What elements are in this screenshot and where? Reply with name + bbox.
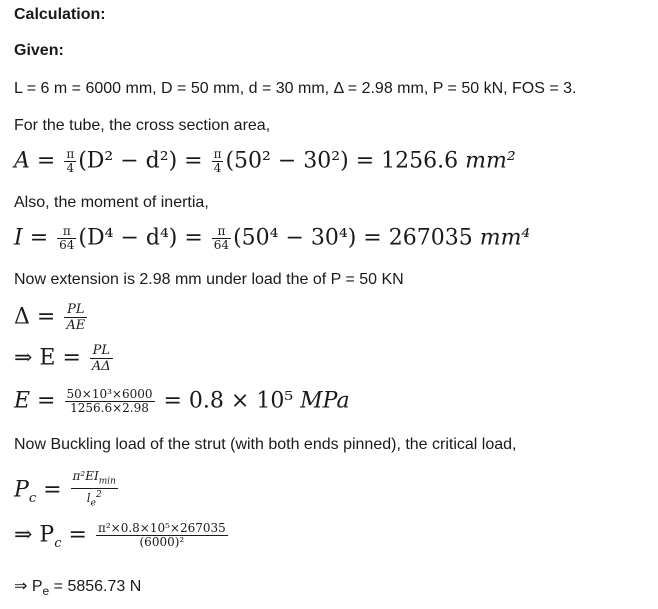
e-equation-1 [14,343,115,374]
delta-lhs: Δ = [14,304,56,330]
pi-over-4: $\frac{\pi}{4}$ [66,147,75,175]
pc1-fraction: $\frac{\pi^2EI_{min}}{l_e^2}$ [72,469,116,509]
inertia-symbolic: (D⁴ − d⁴) [78,225,178,251]
e2-unit: MPa [300,388,350,414]
area-symbolic: (D² − d²) [78,148,178,174]
delta-equation [14,302,89,333]
inertia-lhs: I [14,225,23,251]
buckling-text: Now Buckling load of the strut (with both ends pinned), the critical load, [14,436,517,453]
area-intro: For the tube, the cross section area, [14,117,271,134]
pc1-sub: c [28,490,37,506]
e2-fraction: $\frac{\text{50×10³×6000}}{1256.6\times 2.98}$ [66,387,153,415]
inertia-numeric: (50⁴ − 30⁴) [233,225,357,251]
pc2-fraction: $\frac{\text{π²×0.8×10⁵×267035}}{\text{(6000)²}}$ [97,521,226,549]
given-values: L = 6 m = 6000 mm, D = 50 mm, d = 30 mm, Δ = 2.98 mm, P = 50 kN, FOS = 3. [14,80,577,97]
area-equation: A = $\frac{\pi}{4}$ (D² − d²) = $\frac{\pi}{4}$ (50² − 30²) = 1256.6 mm² [14,147,516,175]
delta-fraction: $\frac{PL}{AE}$ [66,302,86,333]
e-equation-2 [14,388,350,415]
e1-fraction: $\frac{PL}{A\Delta}$ [91,343,111,374]
pc1-lhs: P [14,477,29,503]
e2-lhs: E = [14,388,56,414]
pc-equation-1: $P_c$ = $\frac{\pi^2EI_{min}}{l_e^2}$ [14,469,116,509]
inertia-intro: Also, the moment of inertia, [14,194,209,211]
e1-lhs: ⇒ E = [14,345,81,371]
heading-calculation: Calculation: [14,6,106,23]
inertia-unit: mm⁴ [479,225,531,251]
pi-over-4-b: $\frac{\pi}{4}$ [213,147,222,175]
pi-over-64: $\frac{\pi}{64}$ [59,224,75,252]
pc2-lhs: ⇒ P [14,522,55,548]
inertia-equation: I = $\frac{\pi}{64}$ (D⁴ − d⁴) = $\frac{\pi}{64}$ (50⁴ − 30⁴) = 267035 mm⁴ [14,224,531,252]
area-lhs: A [14,148,30,174]
final-result [14,576,141,598]
heading-given: Given: [14,42,64,59]
pi-over-64-b: $\frac{\pi}{64}$ [213,224,230,252]
extension-text: Now extension is 2.98 mm under load the of P = 50 KN [14,271,404,288]
inertia-result: = 267035 [363,225,473,251]
area-result: = 1256.6 [355,148,459,174]
area-numeric: (50² − 30²) [225,148,349,174]
e2-result: = 0.8 × 10⁵ [163,388,294,414]
final-value: = 5856.73 N [49,578,142,595]
area-unit: mm² [465,148,516,174]
pc-equation-2: ⇒ $P_c$ = $\frac{\text{π²×0.8×10⁵×267035}}{\text{(6000)²}}$ [14,521,226,551]
final-prefix: ⇒ P [14,578,43,595]
final-sub: e [42,584,50,599]
pc2-sub: c [54,535,62,551]
